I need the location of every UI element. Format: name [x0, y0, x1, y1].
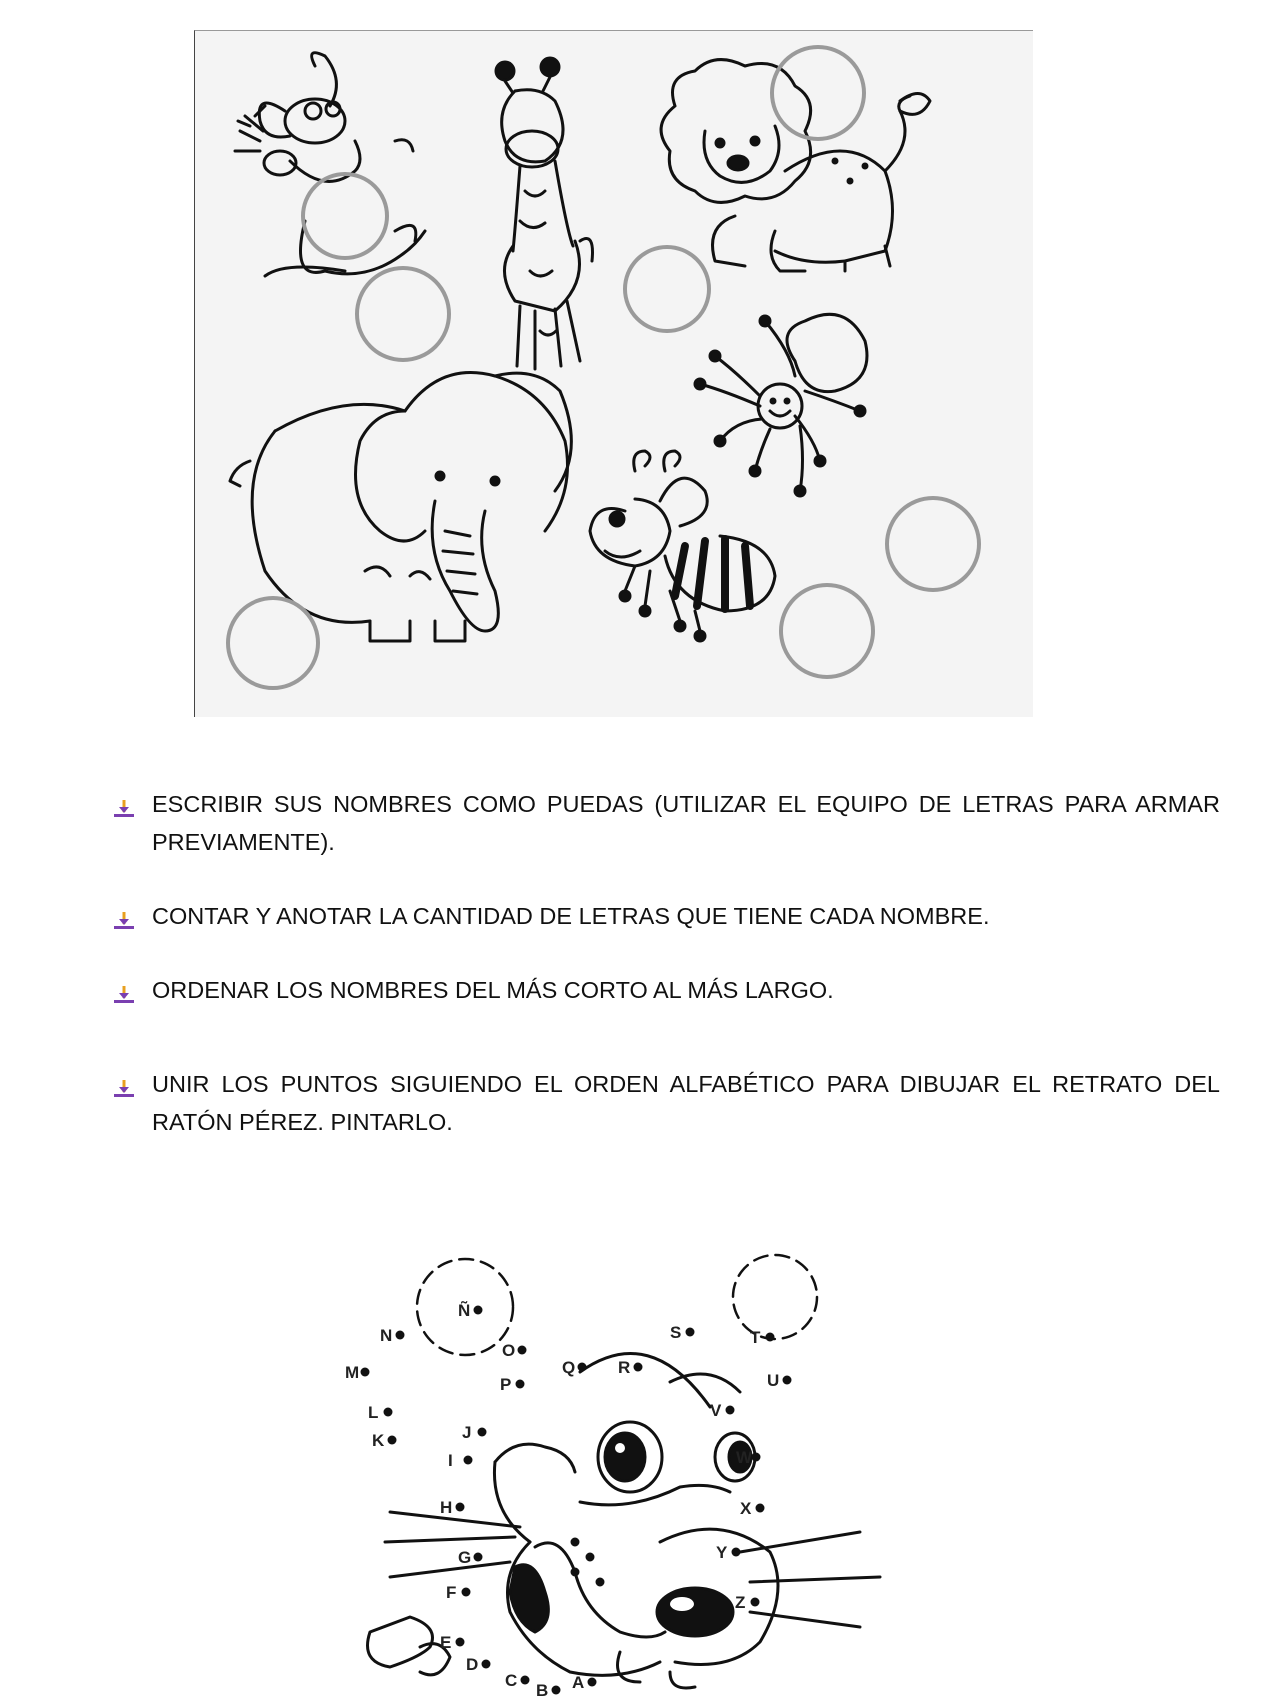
bee-figure	[590, 451, 775, 641]
dot-label-f: F	[446, 1583, 457, 1602]
instructions-list	[110, 785, 1220, 1141]
dot-z	[751, 1598, 760, 1607]
dot-label-y: Y	[716, 1543, 728, 1562]
dot-to-dot-picture	[330, 1212, 930, 1700]
dot-v	[726, 1406, 735, 1415]
dot-label-g: G	[458, 1548, 472, 1567]
spider-figure	[695, 314, 867, 496]
bullet-arrow-icon	[112, 793, 136, 815]
dot-q	[578, 1363, 587, 1372]
alphabet-dots	[345, 1300, 792, 1700]
dot-label-w: W	[736, 1448, 753, 1467]
animals-picture	[194, 30, 1033, 717]
dot-label-q: Q	[562, 1358, 576, 1377]
instruction-item	[110, 971, 1220, 1009]
instruction-item	[110, 1065, 1220, 1141]
dot-label-x: X	[740, 1499, 752, 1518]
dot-label-s: S	[670, 1323, 682, 1342]
dot-label-e: E	[440, 1633, 452, 1652]
animals-drawing	[195, 31, 1033, 717]
dot-b	[552, 1686, 561, 1695]
dot-e	[456, 1638, 465, 1647]
mouse-figure	[235, 53, 425, 276]
dot-r	[634, 1363, 643, 1372]
dot-to-dot-drawing	[330, 1212, 930, 1700]
dot-x	[756, 1504, 765, 1513]
dot-g	[474, 1553, 483, 1562]
dot-label-u: U	[767, 1371, 780, 1390]
instruction-text: ORDENAR LOS NOMBRES DEL MÁS CORTO AL MÁS LARGO.	[152, 977, 834, 1003]
dot-label-l: L	[368, 1403, 379, 1422]
dot-label-d: D	[466, 1655, 479, 1674]
dot-a	[588, 1678, 597, 1687]
dot-label-v: V	[710, 1401, 722, 1420]
dot-c	[521, 1676, 530, 1685]
bullet-arrow-icon	[112, 905, 136, 927]
dot-label-a: A	[572, 1673, 585, 1692]
dot-label-m: M	[345, 1363, 360, 1382]
bullet-arrow-icon	[112, 1073, 136, 1095]
instruction-item	[110, 785, 1220, 861]
instruction-text: ESCRIBIR SUS NOMBRES COMO PUEDAS (UTILIZAR EL EQUIPO DE LETRAS PARA ARMAR PREVIAMENTE).	[152, 791, 1220, 855]
dot-h	[456, 1503, 465, 1512]
dot-label-h: H	[440, 1498, 453, 1517]
dot-label-n: N	[380, 1326, 393, 1345]
instruction-text: UNIR LOS PUNTOS SIGUIENDO EL ORDEN ALFABÉTICO PARA DIBUJAR EL RETRATO DEL RATÓN PÉREZ. PINTARLO.	[152, 1071, 1220, 1135]
dot-label-p: P	[500, 1375, 512, 1394]
giraffe-figure	[496, 58, 593, 369]
dot-label-b: B	[536, 1681, 549, 1700]
dot-label-ñ: Ñ	[458, 1301, 471, 1320]
lion-figure	[661, 60, 930, 271]
dot-label-i: I	[448, 1451, 453, 1470]
dot-label-o: O	[502, 1341, 516, 1360]
dot-u	[783, 1376, 792, 1385]
dot-label-z: Z	[735, 1593, 746, 1612]
dot-m	[361, 1368, 370, 1377]
dot-label-t: T	[750, 1328, 761, 1347]
dot-i	[464, 1456, 473, 1465]
dot-l	[384, 1408, 393, 1417]
dot-label-r: R	[618, 1358, 631, 1377]
dot-d	[482, 1660, 491, 1669]
instruction-item	[110, 897, 1220, 935]
dot-n	[396, 1331, 405, 1340]
dot-j	[478, 1428, 487, 1437]
dot-ñ	[474, 1306, 483, 1315]
dot-p	[516, 1380, 525, 1389]
dot-o	[518, 1346, 527, 1355]
dot-y	[732, 1548, 741, 1557]
bullet-arrow-icon	[112, 979, 136, 1001]
dot-label-c: C	[505, 1671, 518, 1690]
dot-f	[462, 1588, 471, 1597]
dot-label-j: J	[462, 1423, 472, 1442]
instruction-text: CONTAR Y ANOTAR LA CANTIDAD DE LETRAS QUE TIENE CADA NOMBRE.	[152, 903, 990, 929]
dot-s	[686, 1328, 695, 1337]
dot-label-k: K	[372, 1431, 385, 1450]
dot-k	[388, 1436, 397, 1445]
dot-w	[752, 1453, 761, 1462]
dot-t	[766, 1333, 775, 1342]
